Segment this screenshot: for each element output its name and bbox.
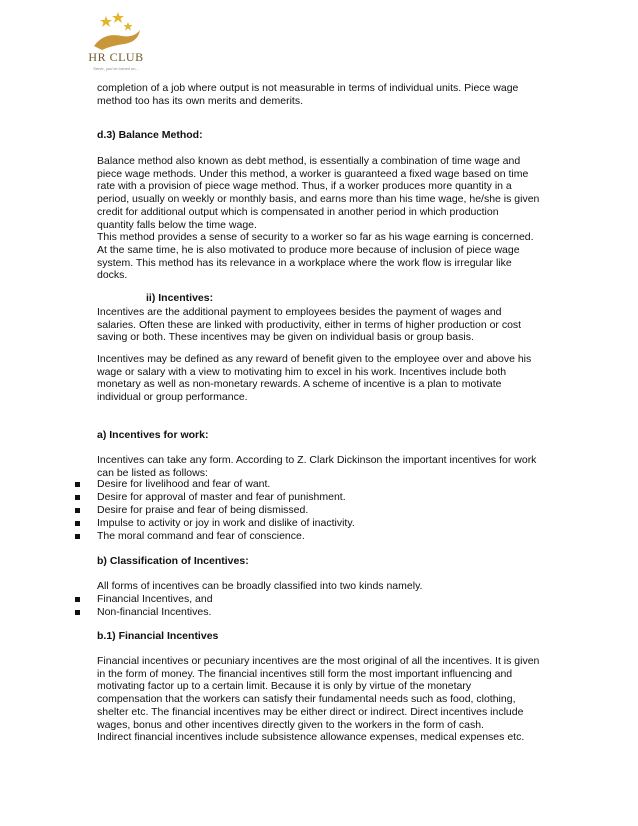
list-item: Desire for livelihood and fear of want. [97,478,271,490]
list-item: Desire for praise and fear of being dismissed. [97,504,309,516]
intro-paragraph: completion of a job where output is not measurable in terms of individual units. Piece wage method too has its own merits and demerits. [97,82,519,107]
logo-text: HR CLUB [88,50,144,64]
bullet-marker [75,521,80,526]
list-item: Desire for approval of master and fear of punishment. [97,491,346,503]
hr-club-logo [76,10,156,84]
heading-financial-incentives: b.1) Financial Incentives [97,630,219,642]
list-item: The moral command and fear of conscience. [97,530,305,542]
incentives-for-work-paragraph: Incentives can take any form. According to Z. Clark Dickinson the important incentives for work can be listed as follows: [97,454,537,479]
balance-method-paragraph: Balance method also known as debt method, is essentially a combination of time wage and piece wage methods. Under this method, a worker is guaranteed a fixed wage based on time rate with a provision of piece wage method. Thus, if a worker produces more quantity in a period, usually on weekly or monthly basis, and earns more than his time wage, he/she is given credit for additional output which is compensated in another period in which production quantity falls below the time wage. This method provides a sense of security to a worker so far as his wage earning is concerned. At the same time, he is also motivated to produce more because of inclusion of piece wage system. This method has its relevance in a workplace where the work flow is irregular like docks. [97,155,540,282]
logo-tagline: Serve, you’ve turned on... [93,66,139,71]
bullet-marker [75,597,80,602]
bullet-marker [75,508,80,513]
heading-incentives: ii) Incentives: [146,292,214,304]
bullet-marker [75,495,80,500]
classification-paragraph: All forms of incentives can be broadly classified into two kinds namely. [97,580,423,592]
bullet-marker [75,482,80,487]
hand-stars-icon [76,10,156,50]
bullet-marker [75,610,80,615]
list-item: Impulse to activity or joy in work and dislike of inactivity. [97,517,355,529]
heading-classification: b) Classification of Incentives: [97,555,249,567]
financial-incentives-paragraph: Financial incentives or pecuniary incentives are the most original of all the incentives. It is given in the form of money. The financial incentives still form the most important influencing and motivating factor up to a certain limit. Because it is only by virtue of the monetary compensation that the workers can satisfy their fundamental needs such as food, clothing, shelter etc. The financial incentives may be either direct or indirect. Direct incentives include wages, bonus and other incentives directly given to the workers in the form of cash. Indirect financial incentives include subsistence allowance expenses, medical expenses etc. [97,655,540,744]
incentives-paragraph-2: Incentives may be defined as any reward of benefit given to the employee over and above his wage or salary with a view to motivating him to excel in his work. Incentives include both monetary as well as non-monetary rewards. A scheme of incentive is a plan to motivate individual or group performance. [97,353,532,404]
heading-balance-method: d.3) Balance Method: [97,129,203,141]
list-item: Non-financial Incentives. [97,606,212,618]
bullet-marker [75,534,80,539]
incentives-paragraph-1: Incentives are the additional payment to employees besides the payment of wages and salaries. Often these are linked with productivity, either in terms of higher production or cost saving or both. These incentives may be given on individual basis or group basis. [97,306,522,344]
heading-incentives-for-work: a) Incentives for work: [97,429,209,441]
list-item: Financial Incentives, and [97,593,213,605]
